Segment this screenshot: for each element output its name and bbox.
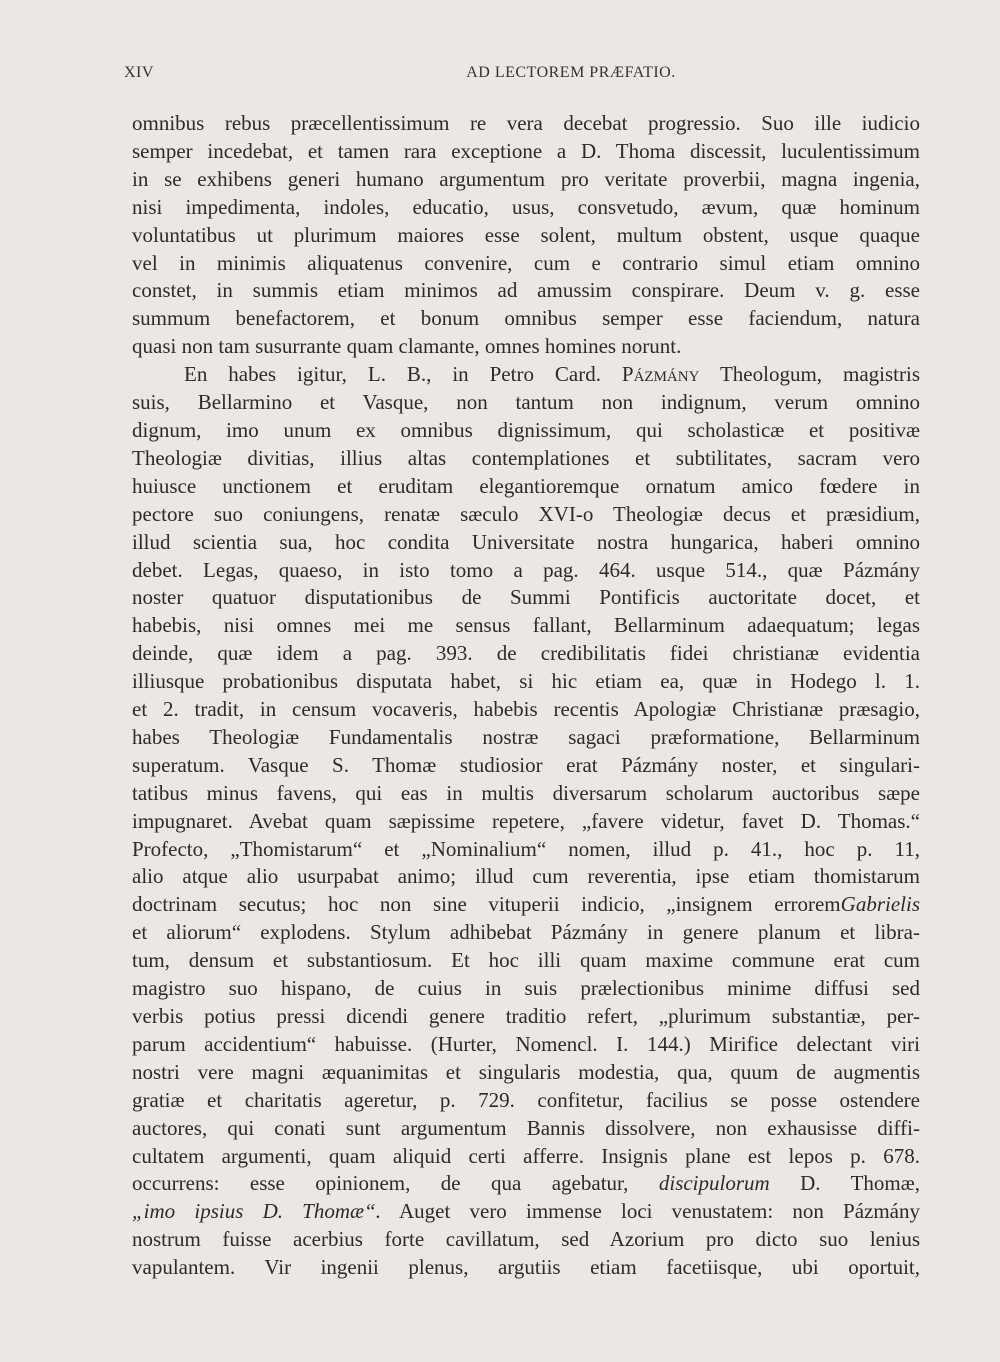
text-line: omnibus rebus præcellentissimum re vera decebat progressio. Suo ille iudicio (132, 111, 920, 135)
text-line: alio atque alio usurpabat animo; illud cum reverentia, ipse etiam thomistarum (132, 864, 920, 889)
text-line: nostrum fuisse acerbius forte cavillatum, sed Azorium pro dicto suo lenius (132, 1227, 920, 1252)
text-segment: Auget vero immense loci venustatem: non Pázmány (398, 1199, 920, 1224)
page-number: XIV (124, 64, 154, 81)
text-line: constet, in summis etiam minimos ad amussim conspirare. Deum v. g. esse (132, 278, 920, 303)
text-line: magistro suo hispano, de cuius in suis prælectionibus minime diffusi sed (132, 976, 920, 1001)
text-line: vel in minimis aliquatenus convenire, cum e contrario simul etiam omnino (132, 250, 920, 275)
italic-segment: „imo ipsius D. Thomæ“. (132, 1199, 381, 1224)
text-line: voluntatibus ut plurimum maiores esse solent, multum obstent, usque quaque (132, 222, 920, 247)
text-line: impugnaret. Avebat quam sæpissime repetere, „favere videtur, favet D. Thomas.“ (132, 808, 920, 833)
text-line: Profecto, „Thomistarum“ et „Nominalium“ nomen, illud p. 41., hoc p. 11, (132, 836, 920, 861)
text-segment: En habes igitur, L. B., in Petro Card. (184, 362, 601, 387)
text-line: nostri vere magni æquanimitas et singularis modestia, qua, quum de augmentis (132, 1059, 920, 1084)
text-line: habebis, nisi omnes mei me sensus fallant, Bellarminum adaequatum; legas (132, 613, 920, 638)
paragraph-first-line (132, 361, 920, 389)
running-head (124, 58, 920, 90)
text-line: huiusce unctionem et eruditam elegantioremque ornatum amico fœdere in (132, 473, 920, 498)
text-line: in se exhibens generi humano argumentum pro veritate proverbii, magna ingenia, (132, 166, 920, 191)
text-line-with-italic (132, 1170, 920, 1198)
body-text (132, 110, 920, 1282)
text-line: summum benefactorem, et bonum omnibus semper esse faciendum, natura (132, 306, 920, 331)
italic-segment: discipulorum (658, 1171, 770, 1196)
text-line-with-italic (132, 891, 920, 919)
text-line: habes Theologiæ Fundamentalis nostræ sagaci præformatione, Bellarminum (132, 724, 920, 749)
text-line: illud scientia sua, hoc condita Universitate nostra hungarica, haberi omnino (132, 529, 920, 554)
text-segment: Theologum, magistris (719, 362, 920, 387)
text-line: tatibus minus favens, qui eas in multis diversarum scholarum auctoribus sæpe (132, 780, 920, 805)
text-line-with-italic (132, 1198, 920, 1226)
text-line: debet. Legas, quaeso, in isto tomo a pag. 464. usque 514., quæ Pázmány (132, 557, 920, 582)
italic-segment: Gabrielis (840, 892, 920, 917)
author-name: Pázmány (621, 362, 700, 387)
text-line: verbis potius pressi dicendi genere traditio refert, „plurimum substantiæ, per- (132, 1004, 920, 1028)
text-line: deinde, quæ idem a pag. 393. de credibilitatis fidei christianæ evidentia (132, 641, 920, 666)
text-line: vapulantem. Vir ingenii plenus, argutiis etiam facetiisque, ubi oportuit, (132, 1255, 920, 1280)
text-line: semper incedebat, et tamen rara exceptione a D. Thoma discessit, luculentissimum (132, 138, 920, 163)
text-line: suis, Bellarmino et Vasque, non tantum non indignum, verum omnino (132, 390, 920, 415)
text-line: dignum, imo unum ex omnibus dignissimum, qui scholasticæ et positivæ (132, 417, 920, 442)
text-line: illiusque probationibus disputata habet, si hic etiam ea, quæ in Hodego l. 1. (132, 669, 920, 694)
text-line: Theologiæ divitias, illius altas contemplationes et subtilitates, sacram vero (132, 445, 920, 470)
text-line: superatum. Vasque S. Thomæ studiosior erat Pázmány noster, et singulari- (132, 752, 920, 777)
text-line: tum, densum et substantiosum. Et hoc illi quam maxime commune erat cum (132, 948, 920, 973)
text-line: noster quatuor disputationibus de Summi Pontificis auctoritate docet, et (132, 585, 920, 610)
text-line: cultatem argumenti, quam aliquid certi afferre. Insignis plane est lepos p. 678. (132, 1143, 920, 1168)
text-line: pectore suo coniungens, renatæ sæculo XVI-o Theologiæ decus et præsidium, (132, 501, 920, 526)
text-line: auctores, qui conati sunt argumentum Bannis dissolvere, non exhausisse diffi- (132, 1115, 920, 1140)
text-segment: D. Thomæ, (800, 1171, 920, 1196)
text-line: parum accidentium“ habuisse. (Hurter, Nomencl. I. 144.) Mirifice delectant viri (132, 1031, 920, 1056)
text-line: et aliorum“ explodens. Stylum adhibebat Pázmány in genere planum et libra- (132, 920, 920, 945)
text-line: et 2. tradit, in censum vocaveris, habebis recentis Apologiæ Christianæ præsagio, (132, 697, 920, 722)
text-line: quasi non tam susurrante quam clamante, omnes homines norunt. (132, 334, 682, 359)
text-line: nisi impedimenta, indoles, educatio, usus, consvetudo, ævum, quæ hominum (132, 194, 920, 219)
text-line: gratiæ et charitatis ageretur, p. 729. confitetur, facilius se posse ostendere (132, 1087, 920, 1112)
running-title: AD LECTOREM PRÆFATIO. (466, 64, 676, 81)
text-segment: occurrens: esse opinionem, de qua agebatur, (132, 1171, 629, 1196)
text-segment: doctrinam secutus; hoc non sine vituperii indicio, „insignem errorem (132, 892, 841, 917)
